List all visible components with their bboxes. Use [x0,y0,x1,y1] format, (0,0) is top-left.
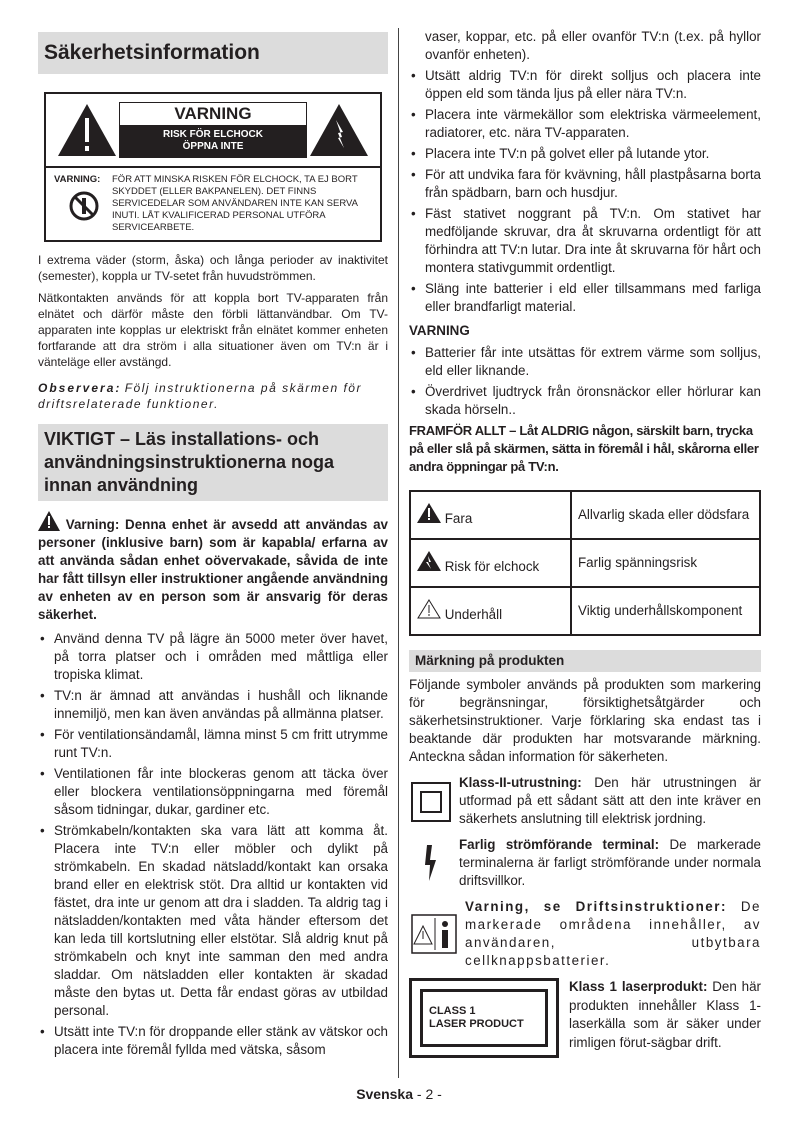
table-row [410,539,760,587]
list-item: • För att undvika fara för kvävning, håll plastpåsarna borta från spädbarn, barn och husdjur. [409,166,761,202]
class-ii-symbol-row [409,774,761,828]
marking-text: Följande symboler används på produkten som markering för begränsningar, försiktighetsåtgärder och säkerhetsinstruktioner. Varje förklaring ska endast tas i beaktande där produkten har motsvarande märkning. Anteckna sådan information för säkerheten. [409,677,761,764]
list-item: • Utsätt aldrig TV:n för direkt solljus och placera inte öppen eld som tända ljus på eller nära TV:n. [409,67,761,103]
warning-sub-1: RISK FÖR ELCHOCK [163,129,263,140]
table-term: Underhåll [444,606,503,622]
continued-text: vaser, koppar, etc. på eller ovanför TV:n (t.ex. på hyllor ovanför enheten). [425,29,761,62]
lightning-triangle-icon [308,102,370,158]
marking-heading: Märkning på produkten [409,650,761,672]
list-item: • Överdrivet ljudtryck från öronsnäckor eller hörlurar kan skada hörseln.. [409,383,761,419]
warning-title: VARNING [174,104,252,123]
table-term: Risk för elchock [444,558,540,574]
list-item: • Batterier får inte utsättas för extrem värme som solljus, eld eller liknande. [409,344,761,380]
warning-triangle-icon [38,511,60,531]
electric-shock-icon [417,551,441,571]
warning-label: VARNING: [54,174,101,185]
list-item: • Släng inte batterier i eld eller tillsammans med farliga eller brandfarligt material. [409,280,761,316]
laser-symbol-row [409,978,761,1058]
laser-label-line: CLASS 1 [429,1005,476,1017]
table-desc: Allvarlig skada eller dödsfara [571,491,760,539]
symbol-label: Farlig strömförande terminal: [459,837,660,852]
table-row [410,587,760,635]
list-item: • Ventilationen får inte blockeras genom att täcka över eller blockera ventilationsöppningarna med föremål såsom tidningar, dukar, gardiner etc. [38,765,388,819]
paragraph: I extrema väder (storm, åska) och långa perioder av inaktivitet (semester), koppla ur TV-setet från huvudströmmen. [38,253,388,283]
symbol-table [409,490,761,636]
observe-label: Observera: [38,381,122,395]
list-item: • Placera inte värmekällor som elektriska värmeelement, radiatorer, etc. nära TV-apparaten. [409,106,761,142]
list-item: • Fäst stativet noggrant på TV:n. Om stativet har medföljande skruvar, dra åt skruvarna ordentligt för att förhindra att TV:n lutar. Dra inte åt skruvarna för hårt och montera stativgummit ordentligt. [409,205,761,277]
list-item: • Placera inte TV:n på golvet eller på lutande ytor. [409,145,761,163]
table-row [410,491,760,539]
symbol-label: Varning, se Driftsinstruktioner: [465,899,727,914]
list-item: • Strömkabeln/kontakten ska vara lätt att komma åt. Placera inte TV:n eller möbler och dylikt på strömkabeln. En skadad nätsladd/kontakt kan orsaka brand eller en elektrisk stöt. Dra alltid ur kontakten vid fästet, dra inte ur genom att dra i sladden. Ta aldrig tag i nätsladden/kontakten med våta händer eftersom det kan leda till kortslutning eller elstötar. Slå aldrig knut på strömkabeln och knyt inte samman den med andra sladdar. Om nätsladden eller kontakten är skadad måste den bytas ut. Detta får endast göras av utbildad personal. [38,822,388,1020]
warning-paragraph: Varning: Denna enhet är avsedd att användas av personer (inklusive barn) som är kapabla/ erfarna av att använda sådan enhet oövervakade, såvida de inte har fått tillsyn eller instruktioner angående användning av enheten av en person som är ansvarig för deras säkerhet. [38,517,388,622]
symbol-label: Klass 1 laserprodukt: [569,979,708,994]
table-desc: Farlig spänningsrisk [571,539,760,587]
observe-text: Följ instruktionerna på skärmen för driftsrelaterade funktioner. [38,381,362,411]
important-heading: VIKTIGT – Läs installations- och användningsinstruktionerna noga innan användning [38,424,388,501]
safety-list [409,67,761,316]
warning-info-icon [411,914,457,954]
list-item: • Utsätt inte TV:n för droppande eller stänk av vätskor och placera inte föremål fyllda med vätska, såsom [38,1023,388,1059]
footer-language: Svenska [356,1086,414,1102]
live-terminal-symbol-row [409,836,761,890]
table-term: Fara [444,510,473,526]
maintenance-icon [417,599,441,619]
list-item: • För ventilationsändamål, lämna minst 5 cm fritt utrymme runt TV:n. [38,726,388,762]
column-divider [398,28,399,1078]
never-notice: FRAMFÖR ALLT – Låt ALDRIG någon, särskilt barn, trycka på eller slå på skärmen, sätta in föremål i hål, skårorna eller andra öppningar på TV:n. [409,423,759,474]
warning-label-box [44,92,382,242]
symbol-text: Den här utrustningen är utformad på ett sådant sätt att den inte kräver en säkerhets anslutning till elektrisk jordning. [459,775,761,826]
symbol-text: De markerade terminalerna är farligt strömförande under normala driftsvillkor. [459,837,761,888]
warning-list [409,344,761,419]
live-terminal-icon [421,843,441,883]
danger-icon [417,503,441,523]
symbol-text: De markerade områdena innehåller, av användaren, utbytbara cellknappsbatterier. [465,899,761,968]
no-screwdriver-icon [68,190,108,230]
warning-heading: VARNING [409,323,470,338]
exclamation-triangle-icon [56,102,118,158]
warning-sub-2: ÖPPNA INTE [182,141,244,152]
symbol-text: Den här produkten innehåller Klass 1-laserkälla som är säker under rimligen förut-sägbar drift. [569,979,761,1050]
page-number: - 2 - [413,1086,442,1102]
paragraph: Nätkontakten används för att koppla bort TV-apparaten från elnätet och därför måste den förbli lättanvändbar. Om TV-apparaten inte kopplas ur elektriskt från elnätet kommer enheten fortfarande att dra ström i alla situationer även om TV:n är i vänteläge eller avstängd. [38,291,388,369]
right-column [409,28,761,1058]
instructions-symbol-row [409,898,761,970]
list-item: • Använd denna TV på lägre än 5000 meter över havet, på torra platser och i områden med måttliga eller tropiska klimat. [38,630,388,684]
table-desc: Viktig underhållskomponent [571,587,760,635]
class-ii-icon [411,782,451,822]
page-footer [0,1085,798,1103]
section-title: Säkerhetsinformation [38,32,388,74]
left-column [38,28,388,1062]
warning-text: FÖR ATT MINSKA RISKEN FÖR ELCHOCK, TA EJ BORT SKYDDET (ELLER BAKPANELEN). DET FINNS SERVICEDELAR SOM ANVÄNDAREN INTE KAN SERVA INUTI. LÅT KVALIFICERAD PERSONAL UTFÖRA SERVICEARBETE. [112,174,358,233]
safety-list [38,630,388,1059]
list-item: • TV:n är ämnad att användas i hushåll och liknande innemiljö, men kan även användas på allmänna platser. [38,687,388,723]
symbol-label: Klass-II-utrustning: [459,775,582,790]
laser-product-label [409,978,559,1058]
laser-label-line: LASER PRODUCT [429,1018,524,1030]
